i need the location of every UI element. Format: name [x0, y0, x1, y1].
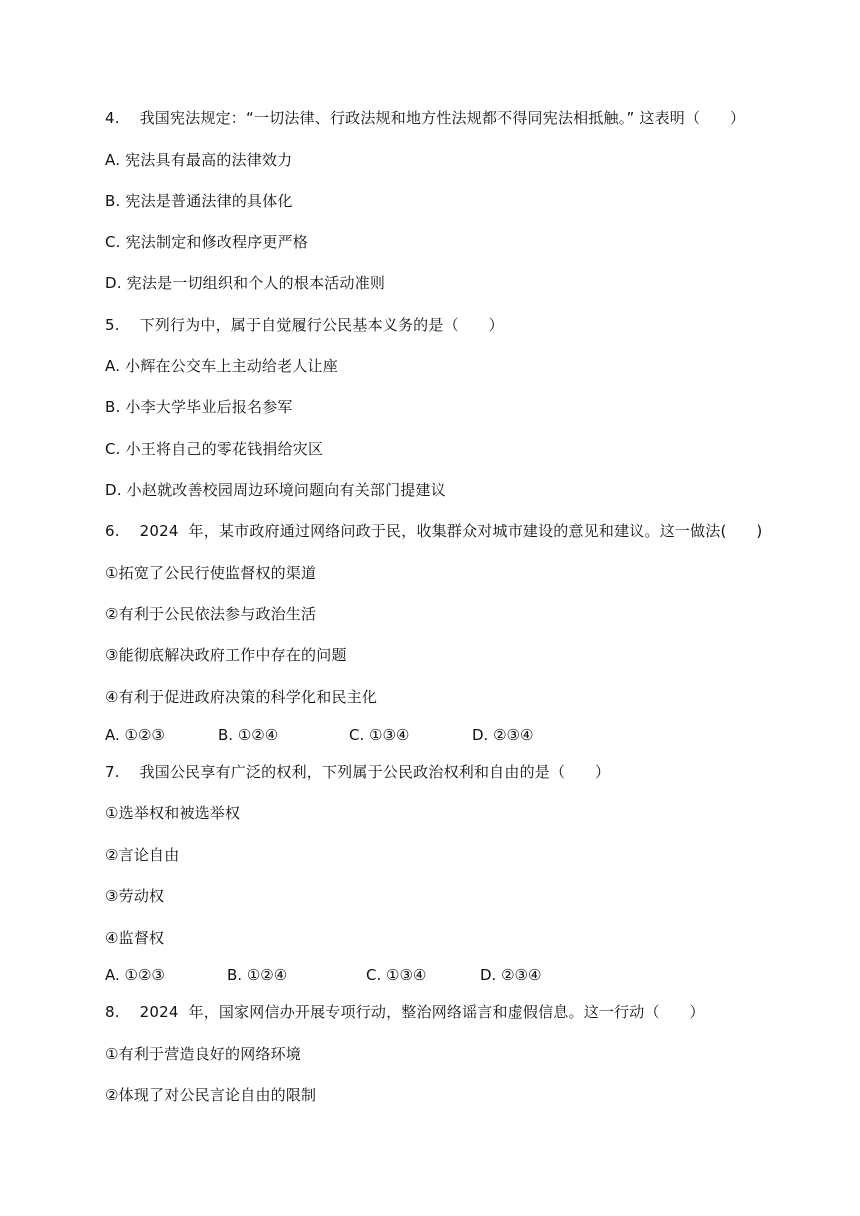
question-8-statement-1: ①有利于营造良好的网络环境: [105, 1045, 302, 1063]
question-4-option-d: D. 宪法是一切组织和个人的根本活动准则: [105, 274, 386, 292]
question-4-option-a: A. 宪法具有最高的法律效力: [105, 151, 293, 169]
question-4-option-b: B. 宪法是普通法律的具体化: [105, 192, 293, 210]
question-5-option-d: D. 小赵就改善校园周边环境问题向有关部门提建议: [105, 481, 446, 499]
question-7-choice-c: C. ①③④: [366, 966, 427, 984]
question-7-statement-1: ①选举权和被选举权: [105, 804, 241, 822]
question-7-statement-4: ④监督权: [105, 929, 165, 947]
question-7-stem: 7. 我国公民享有广泛的权利，下列属于公民政治权利和自由的是（ ）: [105, 763, 611, 781]
question-6-choice-b: B. ①②④: [218, 726, 279, 744]
question-6-stem: 6. 2024 年，某市政府通过网络问政于民，收集群众对城市建设的意见和建议。这一做法( ): [105, 522, 763, 540]
question-6-statement-1: ①拓宽了公民行使监督权的渠道: [105, 564, 317, 582]
question-5-stem: 5. 下列行为中，属于自觉履行公民基本义务的是（ ）: [105, 316, 504, 334]
question-7-statement-2: ②言论自由: [105, 846, 180, 864]
question-7-choice-b: B. ①②④: [227, 966, 288, 984]
question-7-choices: [105, 965, 705, 985]
question-8-statement-2: ②体现了对公民言论自由的限制: [105, 1086, 317, 1104]
question-7-choice-a: A. ①②③: [105, 966, 165, 984]
question-6-choices: [105, 725, 705, 745]
question-6-choice-a: A. ①②③: [105, 726, 165, 744]
question-7-choice-d: D. ②③④: [480, 966, 542, 984]
question-6-statement-2: ②有利于公民依法参与政治生活: [105, 605, 317, 623]
question-6-statement-4: ④有利于促进政府决策的科学化和民主化: [105, 688, 378, 706]
question-5-option-c: C. 小王将自己的零花钱捐给灾区: [105, 440, 324, 458]
question-5-option-a: A. 小辉在公交车上主动给老人让座: [105, 357, 338, 375]
question-6-choice-c: C. ①③④: [349, 726, 410, 744]
question-5-option-b: B. 小李大学毕业后报名参军: [105, 398, 293, 416]
question-6-statement-3: ③能彻底解决政府工作中存在的问题: [105, 646, 347, 664]
question-8-stem: 8. 2024 年，国家网信办开展专项行动，整治网络谣言和虚假信息。这一行动（ ）: [105, 1003, 705, 1021]
question-6-choice-d: D. ②③④: [472, 726, 534, 744]
question-7-statement-3: ③劳动权: [105, 887, 165, 905]
question-4-stem: 4. 我国宪法规定：“一切法律、行政法规和地方性法规都不得同宪法相抵触。” 这表明（ ）: [105, 109, 746, 127]
question-4-option-c: C. 宪法制定和修改程序更严格: [105, 233, 309, 251]
